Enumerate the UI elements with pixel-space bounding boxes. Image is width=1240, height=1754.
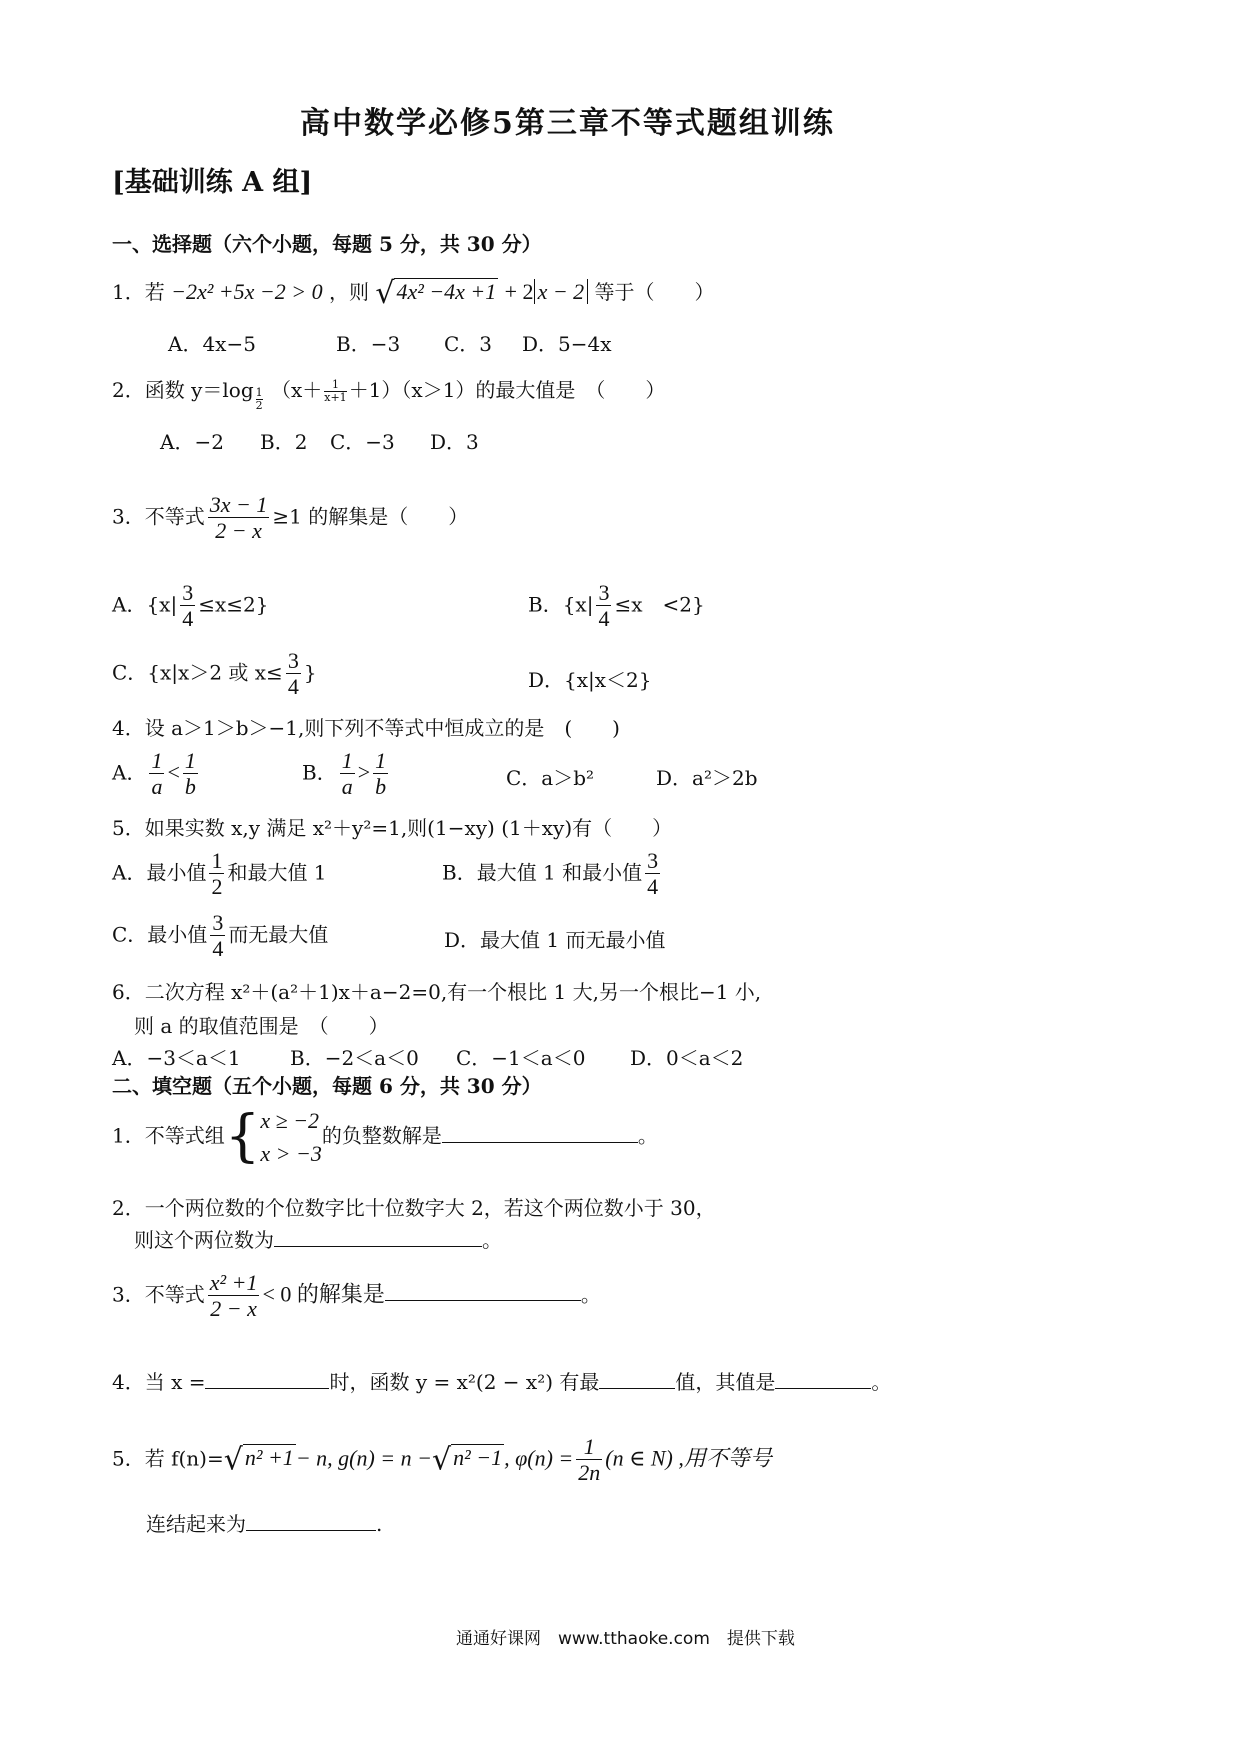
q4-option-b	[302, 748, 391, 800]
fill-4	[112, 1366, 891, 1395]
q5-option-d: D．最大值 1 而无最小值	[444, 928, 666, 952]
group-heading: [基础训练 A 组]	[112, 167, 313, 198]
q2-option-d: D．3	[430, 430, 479, 454]
question-4: 4．设 a＞1＞b＞−1,则下列不等式中恒成立的是 ( )	[112, 716, 620, 740]
q5-option-c-post: 而无最大值	[228, 922, 329, 947]
q5-option-b	[442, 848, 663, 900]
f5-frac-den: 2n	[578, 1460, 601, 1486]
sqrt-icon: √	[375, 276, 395, 311]
q4-option-a-op: <	[167, 759, 180, 785]
f3-denominator: 2 − x	[210, 1296, 257, 1322]
q1-radicand: 4x² −4x +1	[396, 279, 497, 304]
q3-option-a-num: 3	[182, 580, 194, 605]
f5-answer-blank[interactable]	[246, 1512, 376, 1531]
question-6-line2: 则 a 的取值范围是 （ ）	[134, 1014, 389, 1038]
q4-a-num1: 1	[151, 748, 163, 773]
q5-option-a-frac	[209, 848, 224, 900]
q3-option-a-pre: A．{x|	[112, 592, 178, 617]
f5-fraction	[576, 1434, 602, 1486]
section-choice-title: 一、选择题（六个小题，每题 5 分，共 30 分）	[112, 232, 542, 256]
left-brace-icon: {	[224, 1104, 261, 1169]
question-3	[112, 492, 468, 544]
f2-answer-blank[interactable]	[274, 1228, 482, 1247]
q4-option-c: C．a＞b²	[506, 766, 595, 790]
q3-option-c-den: 4	[287, 674, 299, 700]
q1-option-d: D．5−4x	[522, 332, 612, 356]
q2-arg-num: 1	[324, 379, 346, 392]
q4-a-num2: 1	[184, 748, 196, 773]
fill-3	[112, 1270, 601, 1322]
q4-option-b-pre: B．	[302, 760, 337, 785]
q5-option-a	[112, 848, 327, 900]
q4-a-den1: a	[151, 774, 163, 800]
q4-option-b-frac2	[373, 748, 388, 800]
f5-radicand-1: n² +1	[244, 1445, 294, 1471]
f5-part3: (n ∈ N) ,用不等号	[605, 1445, 772, 1471]
q3-option-b-den: 4	[598, 606, 610, 632]
q4-option-d: D．a²＞2b	[656, 766, 758, 790]
q3-option-a	[112, 580, 268, 632]
question-1	[112, 276, 715, 309]
q1-mid: ，则	[328, 280, 369, 304]
f2-end: 。	[482, 1228, 502, 1252]
page-title: 高中数学必修5第三章不等式题组训练	[300, 106, 835, 141]
q4-option-a	[112, 748, 201, 800]
q3-denominator: 2 − x	[215, 518, 262, 544]
q5-option-c	[112, 910, 328, 962]
page-footer: 通通好课网 www.tthaoke.com 提供下载	[456, 1629, 795, 1649]
q6-option-c: C．−1＜a＜0	[456, 1046, 586, 1070]
q3-option-b	[528, 580, 705, 632]
q5-option-a-post: 和最大值 1	[227, 860, 327, 885]
f4-blank-type[interactable]	[599, 1370, 675, 1389]
q2-option-b: B．2	[260, 430, 308, 454]
q5-c-num: 3	[212, 910, 224, 935]
q5-b-num: 3	[647, 848, 659, 873]
f5-radicand-2: n² −1	[453, 1445, 503, 1471]
q5-option-c-pre: C．最小值	[112, 922, 208, 947]
f3-mid: < 0 的解集是	[262, 1281, 385, 1307]
q5-a-den: 2	[211, 874, 223, 900]
f4-blank-x[interactable]	[205, 1370, 329, 1389]
f3-fraction	[208, 1270, 260, 1322]
f2-line2-text: 则这个两位数为	[134, 1228, 274, 1252]
question-6-line1: 6．二次方程 x²＋(a²＋1)x＋a−2=0,有一个根比 1 大,另一个根比−1 小,	[112, 980, 762, 1004]
q4-b-den1: a	[341, 774, 353, 800]
q5-option-a-pre: A．最小值	[112, 860, 207, 885]
f5-part2: , φ(n) =	[504, 1445, 574, 1471]
q1-option-b: B．−3	[336, 332, 401, 356]
q1-option-a: A．4x−5	[168, 332, 256, 356]
q3-option-c-num: 3	[287, 648, 299, 673]
fill-5	[112, 1434, 772, 1486]
q3-option-d: D．{x|x＜2}	[528, 668, 652, 692]
q3-fraction	[208, 492, 270, 544]
q3-suffix: ≥1 的解集是（ ）	[272, 504, 469, 529]
f3-prefix: 3．不等式	[112, 1282, 205, 1307]
q1-expr-tail: + 2	[504, 279, 534, 304]
f5-frac-num: 1	[576, 1434, 602, 1460]
q3-option-c-frac	[286, 648, 301, 700]
f1-suffix: 的负整数解是	[321, 1123, 442, 1148]
f4-mid2: 值，其值是	[675, 1370, 776, 1394]
fill-5-line2	[146, 1508, 382, 1537]
q5-option-b-frac	[645, 848, 660, 900]
q4-a-den2: b	[184, 774, 196, 800]
section-fill-title: 二、填空题（五个小题，每题 6 分，共 30 分）	[112, 1074, 542, 1098]
q4-b-num2: 1	[375, 748, 387, 773]
q1-inequality: −2x² +5x −2 > 0	[171, 279, 323, 304]
q2-prefix: 2．函数 y＝log	[112, 378, 254, 402]
sqrt-icon: √	[432, 1442, 452, 1478]
fill-2-line2	[134, 1224, 502, 1253]
q2-option-a: A．−2	[160, 430, 224, 454]
q5-a-num: 1	[211, 848, 223, 873]
f5-part1: − n, g(n) = n −	[295, 1445, 433, 1471]
q3-option-c-pre: C．{x|x＞2 或 x≤	[112, 660, 283, 685]
f1-answer-blank[interactable]	[442, 1124, 638, 1143]
f4-blank-value[interactable]	[775, 1370, 871, 1389]
q1-prefix: 1．若	[112, 280, 165, 304]
q3-option-c	[112, 648, 317, 700]
f1-system	[260, 1104, 321, 1170]
q4-option-b-frac1	[340, 748, 355, 800]
f5-prefix: 5．若 f(n)=	[112, 1446, 224, 1471]
f4-prefix: 4．当 x =	[112, 1370, 206, 1394]
f4-end: 。	[871, 1370, 892, 1394]
q5-c-den: 4	[212, 936, 224, 962]
q4-b-num1: 1	[341, 748, 353, 773]
fill-2-line1: 2．一个两位数的个位数字比十位数字大 2，若这个两位数小于 30，	[112, 1196, 716, 1220]
q2-log-base	[256, 387, 263, 412]
f3-answer-blank[interactable]	[385, 1282, 581, 1301]
q2-arg-frac	[324, 379, 346, 404]
q6-option-a: A．−3＜a＜1	[112, 1046, 241, 1070]
q2-arg-close: ＋1）（x＞1）的最大值是 （ ）	[348, 378, 666, 402]
q1-suffix: 等于（ ）	[594, 280, 715, 304]
q3-option-b-num: 3	[598, 580, 610, 605]
q2-base-den: 2	[255, 399, 263, 412]
q1-abs-expr: x − 2	[534, 279, 589, 304]
q5-option-b-pre: B．最大值 1 和最小值	[442, 860, 643, 885]
q3-option-b-post: ≤x <2}	[614, 592, 705, 617]
q4-b-den2: b	[375, 774, 387, 800]
q5-option-c-frac	[210, 910, 225, 962]
f1-end: 。	[637, 1123, 658, 1148]
q3-option-a-den: 4	[182, 606, 194, 632]
q5-b-den: 4	[647, 874, 659, 900]
q3-option-b-pre: B．{x|	[528, 592, 594, 617]
question-5: 5．如果实数 x,y 满足 x²＋y²=1,则(1−xy) (1＋xy)有（ ）	[112, 816, 673, 840]
q4-option-b-op: >	[357, 759, 371, 785]
fill-1	[112, 1104, 658, 1170]
q3-option-c-post: }	[303, 660, 317, 685]
f1-prefix: 1．不等式组	[112, 1123, 225, 1148]
f5-end: .	[376, 1512, 383, 1536]
q3-option-b-frac	[596, 580, 611, 632]
question-2	[112, 374, 665, 412]
f3-end: 。	[580, 1282, 601, 1307]
f1-row1: x ≥ −2	[260, 1108, 320, 1133]
q3-option-a-frac	[180, 580, 195, 632]
q3-prefix: 3．不等式	[112, 504, 205, 529]
q1-option-c: C．3	[444, 332, 493, 356]
f3-numerator: x² +1	[209, 1270, 258, 1295]
f1-row2: x > −3	[260, 1141, 322, 1166]
f4-mid1: 时，函数 y = x²(2 − x²) 有最	[329, 1370, 600, 1394]
q2-arg-den: x+1	[324, 391, 347, 404]
sqrt-icon: √	[223, 1442, 243, 1478]
q4-option-a-frac1	[149, 748, 164, 800]
q6-option-b: B．−2＜a＜0	[290, 1046, 419, 1070]
q4-option-a-pre: A．	[112, 760, 147, 785]
f5-line2-text: 连结起来为	[146, 1512, 246, 1536]
q2-arg-open: （x＋	[270, 378, 323, 402]
q3-option-a-post: ≤x≤2}	[198, 592, 269, 617]
q3-numerator: 3x − 1	[209, 492, 268, 517]
q2-option-c: C．−3	[330, 430, 395, 454]
q2-base-num: 1	[255, 385, 263, 399]
q4-option-a-frac2	[183, 748, 198, 800]
q6-option-d: D．0＜a＜2	[630, 1046, 744, 1070]
